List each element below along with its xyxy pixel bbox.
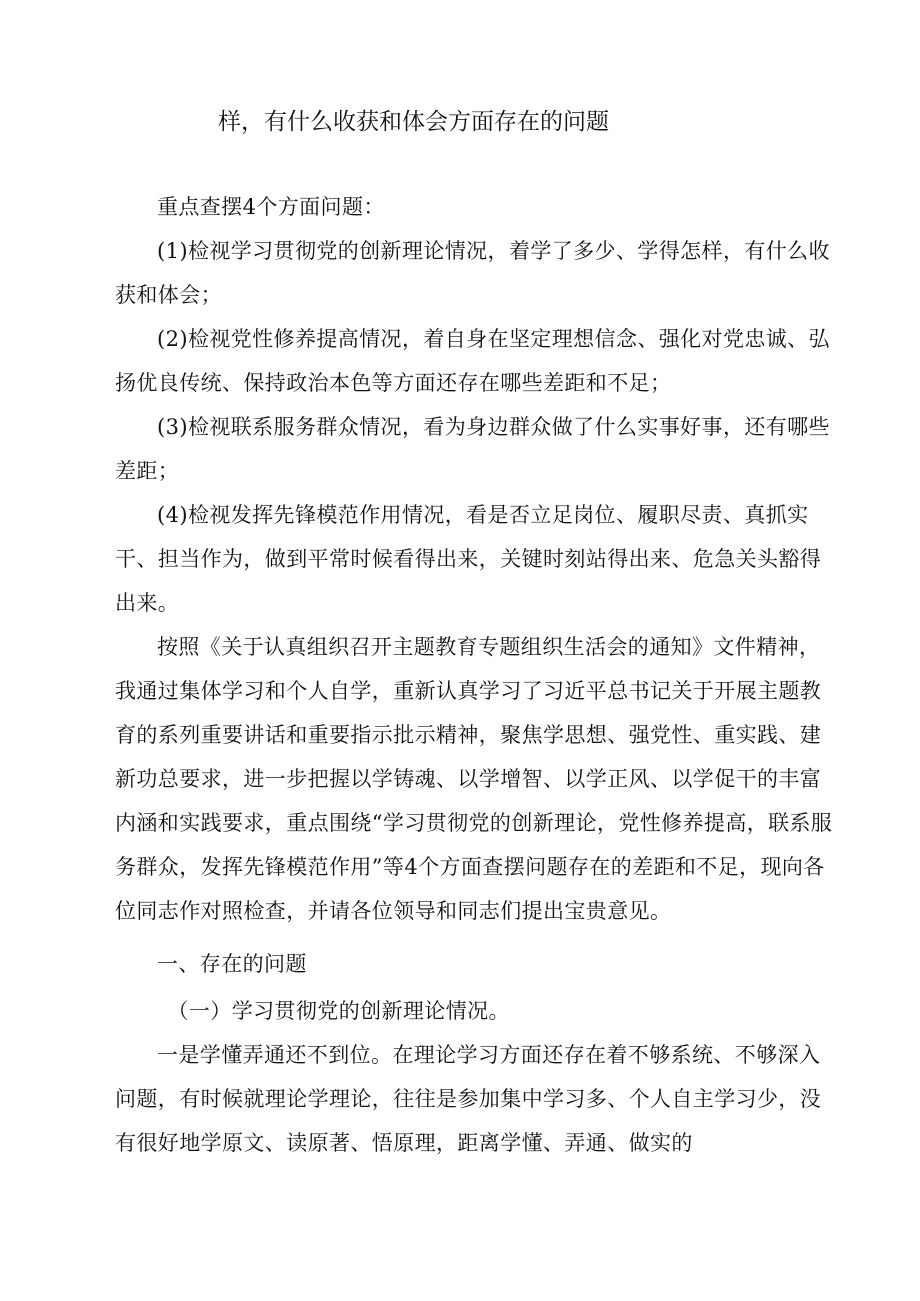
subsection-heading: （一）学习贯彻党的创新理论情况。 bbox=[167, 999, 510, 1023]
summary-paragraph: 按照《关于认真组织召开主题教育专题组织生活会的通知》文件精神，我通过集体学习和个人自学，重新认真学习了习近平总书记关于开展主题教育的系列重要讲话和重要指示批示精神，聚焦学思想、强党性、重实践、建新功总要求，进一步把握以学铸魂、以学增智、以学正风、以学促干的丰富内涵和实践要求，重点围绕“学习贯彻党的创新理论，党性修养提高，联系服务群众，发挥先锋模范作用”等4个方面查摆问题存在的差距和不足，现向各位同志作对照检查，并请各位领导和同志们提出宝贵意见。 bbox=[115, 635, 833, 923]
issue-item-4: (4)检视发挥先锋模范作用情况，看是否立足岗位、履职尽责、真抓实干、担当作为，做到平常时候看得出来，关键时刻站得出来、危急关头豁得出来。 bbox=[115, 503, 822, 615]
intro-paragraph: 重点查摆4个方面问题： bbox=[157, 195, 385, 219]
issue-item-2: (2)检视党性修养提高情况，着自身在坚定理想信念、强化对党忠诚、弘扬优良传统、保持政治本色等方面还存在哪些差距和不足； bbox=[115, 327, 830, 395]
issue-item-3: (3)检视联系服务群众情况，看为身边群众做了什么实事好事，还有哪些差距； bbox=[115, 415, 830, 483]
section-heading: 一、存在的问题 bbox=[157, 952, 307, 976]
issue-item-1: (1)检视学习贯彻党的创新理论情况，着学了多少、学得怎样，有什么收获和体会； bbox=[115, 239, 830, 307]
document-body bbox=[115, 185, 835, 1165]
page-title: 样，有什么收获和体会方面存在的问题 bbox=[218, 109, 609, 135]
final-paragraph: 一是学懂弄通还不到位。在理论学习方面还存在着不够系统、不够深入问题，有时候就理论学理论，往往是参加集中学习多、个人自主学习少，没有很好地学原文、读原著、悟原理，距离学懂、弄通、做实的 bbox=[115, 1043, 822, 1155]
